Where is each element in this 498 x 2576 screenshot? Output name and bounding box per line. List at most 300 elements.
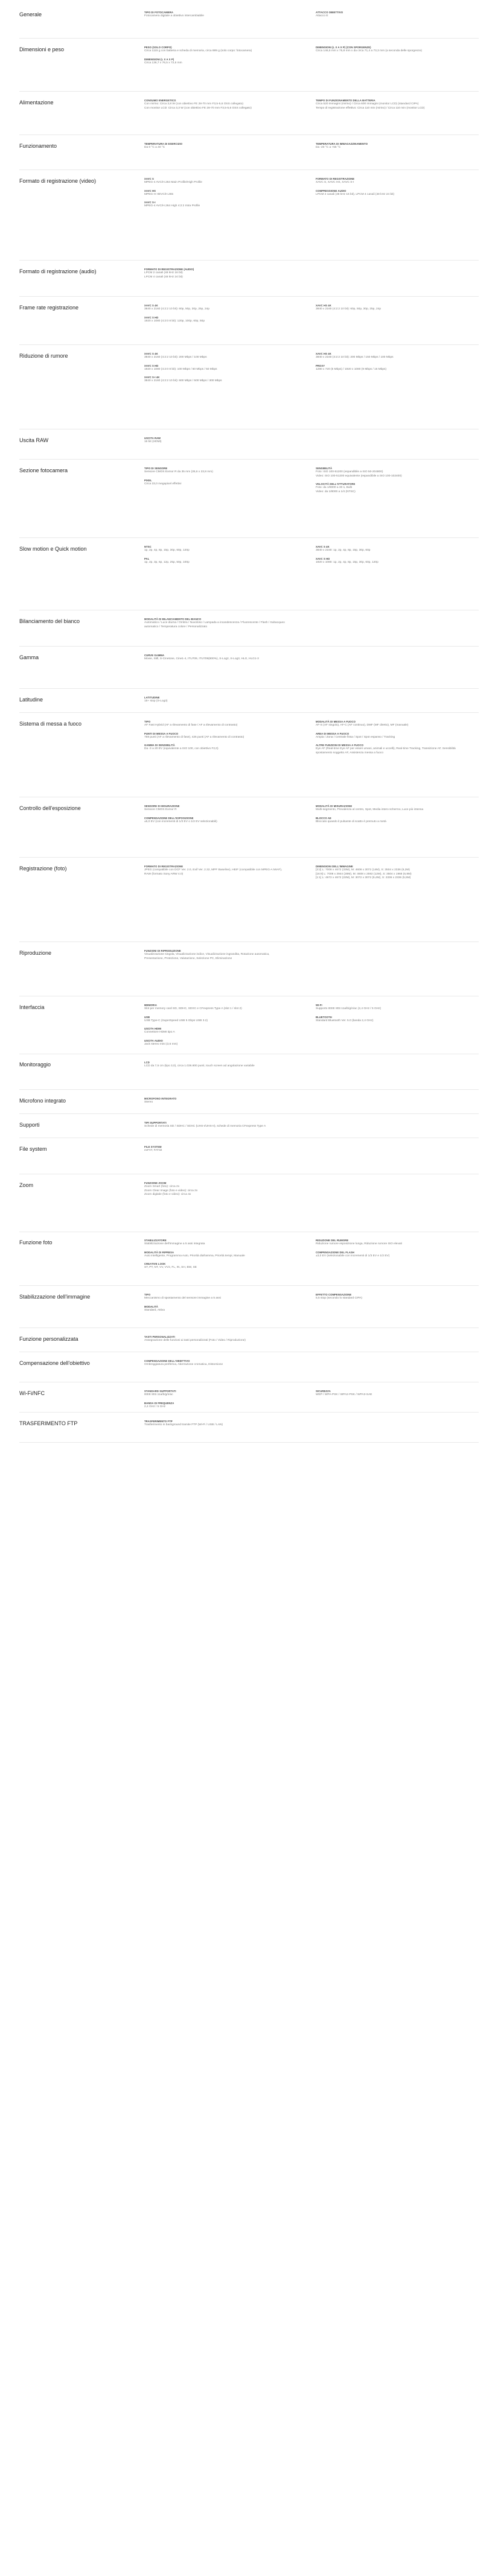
spec-item-value: Sensore CMOS Exmor R da 35 mm (35,6 x 23,8 mm): [144, 470, 213, 473]
spec-item-label: MODALITÀ DI RIPRESA: [144, 1250, 174, 1254]
spec-item: [144, 557, 289, 565]
spec-item: [144, 865, 289, 876]
spec-item-label: TIPO: [144, 720, 151, 723]
spec-column-left: [144, 268, 289, 283]
spec-item: [144, 720, 289, 728]
row-divider: [19, 857, 479, 858]
spec-item-label: PROXY: [316, 364, 325, 367]
row-divider: [19, 169, 479, 170]
spec-item-label: XAVC S 4K: [144, 352, 158, 355]
spec-item-value: Jack stereo mini (3,5 mm): [144, 1042, 178, 1046]
spec-item: [144, 58, 289, 66]
spec-item-value: Meccanismo di spostamento del sensore immagine a 5 assi: [144, 1297, 221, 1300]
spec-row: [19, 543, 479, 610]
spec-item-value: Circa 146,5 mm x 75,8 mm x da circa 71,4 a 73,3 mm (a seconda delle sporgenze): [316, 49, 422, 52]
spec-item-label: STANDARD SUPPORTATI: [144, 1390, 176, 1393]
spec-row: [19, 434, 479, 460]
spec-item: [316, 1016, 461, 1024]
spec-item-value: MPEG-4 AVC/H.264 High 4:2:2 Intra Profile: [144, 204, 200, 208]
spec-item: [316, 483, 461, 494]
spec-item-value: AF-S (AF singolo), AF-C (AF continuo), DMF (MF diretto), MF (manuale): [316, 724, 409, 727]
spec-item-value: MPEG-4 AVC/H.264 Main Profile/High Profile: [144, 181, 202, 184]
spec-item: [144, 817, 289, 824]
spec-item-label: WI-FI: [316, 1004, 322, 1007]
spec-item-value: Trasferimento in background tramite FTP (Wi-Fi / USB / LAN): [144, 1423, 223, 1426]
spec-column-right: [316, 352, 461, 376]
spec-item-label: BLOCCO AE: [316, 816, 331, 820]
spec-item-value: ±3,0 EV (selezionabile con incrementi di 1/3 EV e 1/2 EV): [316, 1254, 390, 1258]
spec-row-title: Latitudine: [19, 697, 43, 703]
spec-item-value: Movie, Still, S-Cinetone, Cine1-4, ITU709, ITU709(800%), S-Log2, S-Log3, HLG, HLG1-3: [144, 657, 259, 660]
spec-item-label: PAL: [144, 557, 150, 560]
spec-item: [144, 1251, 289, 1259]
row-divider: [19, 1442, 479, 1443]
spec-item-value: Fotocamera digitale a obiettivo intercambiabile: [144, 14, 204, 17]
spec-item-label: ATTACCO OBIETTIVO: [316, 11, 343, 14]
spec-item-value: Connettore HDMI tipo A: [144, 1031, 175, 1034]
spec-item-value: Ampia / Zona / Centrale fissa / Spot / Spot espanso / Tracking: [316, 735, 395, 739]
row-divider: [19, 537, 479, 538]
spec-item-value: IEEE 802.11a/b/g/n/ac: [144, 1393, 173, 1396]
spec-row: [19, 43, 479, 92]
spec-item-value: Da 0 °C a 40 °C: [144, 146, 165, 149]
spec-item-label: MODALITÀ DI MESSA A FUOCO: [316, 720, 356, 723]
spec-item: [316, 805, 461, 812]
spec-item: [144, 467, 289, 475]
spec-item-label: CONSUMO ENERGETICO: [144, 99, 176, 102]
spec-item-value: Multi-segmento, Prevalenza al centro, Spot, Media intero schermo, Luce più intensa: [316, 808, 424, 811]
spec-item: [144, 1239, 289, 1247]
spec-item-label: SICUREZZA: [316, 1390, 331, 1393]
spec-row-title: Funzionamento: [19, 143, 57, 149]
spec-item-value: 3840 x 2160 (4:2:2 10 bit): 200 Mbps / 100 Mbps: [144, 356, 207, 359]
spec-item: [144, 479, 289, 487]
spec-item: [144, 46, 289, 54]
spec-item-label: TIPO DI SENSORE: [144, 467, 168, 470]
spec-item: [144, 1121, 289, 1129]
spec-row: [19, 1001, 479, 1054]
spec-item: [316, 467, 461, 478]
spec-item: [144, 364, 289, 372]
spec-item: [316, 1390, 461, 1397]
spec-row-title: Sezione fotocamera: [19, 467, 68, 473]
spec-item-label: CREATIVE LOOK: [144, 1262, 166, 1266]
spec-row: [19, 1119, 479, 1138]
spec-column-right: [316, 865, 461, 885]
spec-column-right: [316, 1239, 461, 1262]
spec-column-left: [144, 720, 289, 756]
spec-item: [316, 142, 461, 150]
spec-column-left: [144, 949, 289, 965]
spec-column-left: [144, 11, 289, 23]
spec-column-left: [144, 865, 289, 881]
spec-item-label: SENSORE DI MISURAZIONE: [144, 805, 180, 808]
spec-item-label: BANDA DI FREQUENZA: [144, 1401, 174, 1405]
spec-item: [144, 1182, 289, 1197]
spec-column-right: [316, 1390, 461, 1402]
spec-item-value: Sensore CMOS Exmor R: [144, 808, 177, 811]
spec-item-value: ST, PT, NT, VV, VV2, FL, IN, SH, BW, SE: [144, 1266, 197, 1270]
row-divider: [19, 91, 479, 92]
spec-item: [316, 732, 461, 740]
spec-row-title: Bilanciamento del bianco: [19, 618, 80, 624]
spec-item-value: AF Fast Hybrid (AF a rilevamento di fase / AF a rilevamento di contrasto): [144, 724, 238, 727]
spec-item-label: MODALITÀ DI BILANCIAMENTO DEL BIANCO: [144, 618, 202, 621]
spec-row-title: Controllo dell'esposizione: [19, 805, 81, 811]
spec-item-value: 3840 x 2160: 1p, 2p, 4p, 8p, 15p, 30p, 60p: [316, 549, 371, 552]
spec-item-label: MEMORIA: [144, 1004, 157, 1007]
spec-item-label: COMPRESSIONE AUDIO: [316, 189, 346, 192]
spec-row: [19, 615, 479, 647]
spec-column-right: [316, 46, 461, 58]
spec-item: [144, 1359, 289, 1367]
spec-item-value: MPEG-H HEVC/H.265: [144, 192, 173, 196]
spec-item-label: XAVC S 4K: [144, 304, 158, 307]
spec-item-value: 3840 x 2160 (4:2:2 10 bit): 60p, 50p, 30p, 25p, 24p: [316, 308, 381, 311]
row-divider: [19, 941, 479, 942]
spec-item-label: COMPENSAZIONE DELL'ESPOSIZIONE: [144, 816, 194, 820]
spec-column-left: [144, 352, 289, 388]
spec-column-right: [316, 177, 461, 201]
spec-item: [316, 99, 461, 110]
spec-row-title: Generale: [19, 11, 42, 17]
spec-row-title: Dimensioni e peso: [19, 46, 65, 52]
spec-row: [19, 175, 479, 261]
spec-item: [144, 1262, 289, 1270]
spec-item-value: Stereo: [144, 1101, 153, 1104]
spec-column-left: [144, 1121, 289, 1133]
spec-item-value: Slot per memory card SD, SDHC, SDXC e CFexpress Type A (slot 1 / slot 2): [144, 1007, 242, 1010]
spec-item: [316, 352, 461, 360]
spec-item: [316, 189, 461, 197]
spec-item-value: Ombreggiatura periferica, Aberrazione cromatica, Distorsione: [144, 1363, 223, 1366]
spec-row-title: Alimentazione: [19, 100, 54, 106]
spec-item-label: FILE SYSTEM: [144, 1145, 162, 1148]
row-divider: [19, 459, 479, 460]
spec-item-value: Bloccato quando il pulsante di scatto è premuto a metà: [316, 820, 386, 823]
spec-row: [19, 1143, 479, 1174]
spec-item-label: USCITA RAW: [144, 437, 161, 440]
spec-item: [144, 376, 289, 384]
spec-item: [316, 557, 461, 565]
spec-item: [144, 618, 289, 629]
row-divider: [19, 260, 479, 261]
spec-item-value: ±5,0 EV (con incrementi di 1/3 EV o 1/2 EV selezionabili): [144, 820, 217, 823]
spec-item: [144, 732, 289, 740]
spec-item: [144, 304, 289, 312]
spec-item: [144, 268, 289, 279]
spec-item-label: FORMATO DI REGISTRAZIONE: [316, 177, 355, 180]
spec-item-label: XAVC HS 4K: [316, 352, 331, 355]
spec-item-label: XAVC S-I: [144, 201, 156, 204]
spec-item-label: TEMPERATURA DI ESERCIZIO: [144, 142, 183, 145]
spec-item-value: XAVC S, XAVC HS, XAVC S-I: [316, 181, 354, 184]
spec-column-right: [316, 805, 461, 828]
spec-item-label: DIMENSIONI (L X A X P): [144, 57, 174, 61]
spec-item-label: USCITA HDMI: [144, 1027, 162, 1031]
spec-row: [19, 140, 479, 170]
row-divider: [19, 344, 479, 345]
spec-row-title: Wi-Fi/NFC: [19, 1390, 45, 1396]
spec-item-label: VELOCITÀ DELL'OTTURATORE: [316, 483, 356, 486]
spec-item-value: LPCM 2 canali (48 kHz 16 bit), LPCM 4 canali (48 kHz 24 bit): [316, 192, 395, 196]
spec-item-value: LCD da 7,5 cm (tipo 3,0), circa 1.036.800 punti, touch screen ad angolazione variabile: [144, 1065, 255, 1068]
spec-row-title: Formato di registrazione (audio): [19, 268, 97, 274]
spec-row: [19, 97, 479, 135]
spec-column-left: [144, 99, 289, 115]
spec-item: [144, 1420, 289, 1428]
spec-row: [19, 1179, 479, 1232]
spec-item-label: AREA DI MESSA A FUOCO: [316, 732, 350, 735]
spec-item-label: FORMATO DI REGISTRAZIONE: [144, 865, 184, 868]
spec-column-left: [144, 437, 289, 449]
spec-item-value: Supporto IEEE 802.11a/b/g/n/ac (2,4 GHz / 5 GHz): [316, 1007, 381, 1010]
spec-item-label: XAVC S HD: [144, 315, 159, 319]
spec-item-value: WEP / WPA-PSK / WPA2-PSK / WPA3-SAE: [316, 1393, 372, 1396]
spec-item-label: NTSC: [144, 545, 152, 548]
spec-column-left: [144, 696, 289, 708]
spec-item: [144, 201, 289, 209]
spec-row-title: Gamma: [19, 654, 39, 660]
spec-row: [19, 8, 479, 39]
spec-column-right: [316, 467, 461, 498]
spec-item-value: 1p, 2p, 4p, 8p, 15p, 30p, 60p, 120p: [144, 549, 190, 552]
spec-item-label: XAVC S HD: [144, 364, 159, 367]
spec-row-title: Riproduzione: [19, 950, 52, 956]
spec-item: [316, 865, 461, 881]
spec-item-value: Automatico / Luce diurna / Ombra / Nuvoloso / Lampada a incandescenza / Fluorescente / Flash / Subacqueo automatico / Temperatura colore / Personalizzato: [144, 621, 285, 628]
spec-row: [19, 651, 479, 689]
spec-item-label: USCITA AUDIO: [144, 1039, 163, 1042]
spec-row-title: Microfono integrato: [19, 1098, 66, 1104]
spec-item-value: 1p, 2p, 3p, 6p, 12p, 25p, 50p, 100p: [144, 560, 190, 564]
spec-item: [144, 744, 289, 752]
spec-item: [316, 1293, 461, 1301]
row-divider: [19, 1412, 479, 1413]
spec-item-value: Foto: da 1/8000 a 30 s, Bulb Video: da 1/8000 a 1/4 (NTSC): [316, 486, 356, 493]
spec-item-value: 1920 x 1080 (4:2:0 8 bit): 120p, 100p, 60p, 50p: [144, 319, 205, 323]
spec-item-label: CURVE GAMMA: [144, 654, 165, 657]
spec-item-value: [3:2] L: 7008 x 4672 (33M), M: 4608 x 3072 (14M), S: 3504 x 2336 (8,2M) [16:9] L: 7008 x 3944 (28M), M: 4608 x 2592 (12M), S: 3504 x 1968 (6,9M) [1:1] L: 4672 x 4672 (22M), M: 3072 x 3072 (9,4M), S: 2336 x 2336 (5,5M): [316, 869, 412, 880]
spec-column-right: [316, 99, 461, 115]
spec-item: [144, 177, 289, 185]
spec-item: [144, 1097, 289, 1105]
spec-item: [316, 1239, 461, 1247]
row-divider: [19, 688, 479, 689]
spec-item-value: 3840 x 2160 (4:2:2 10 bit): 60p, 50p, 30p, 25p, 24p: [144, 308, 210, 311]
spec-item: [316, 720, 461, 728]
spec-item-value: Foto: ISO 100-51200 (espandibile a ISO 50-204800) Video: ISO 100-51200 equivalente (espandibile a ISO 100-102400): [316, 470, 402, 478]
spec-column-left: [144, 1335, 289, 1347]
spec-item-label: XAVC HS: [144, 189, 156, 192]
spec-item-value: 16 bit (HDMI): [144, 440, 162, 443]
spec-column-left: [144, 177, 289, 213]
spec-row-title: Formato di registrazione (video): [19, 178, 97, 184]
spec-row-title: Funzione personalizzata: [19, 1336, 78, 1342]
spec-column-left: [144, 304, 289, 328]
spec-column-left: [144, 1239, 289, 1274]
spec-item-value: 15+ stop (S-Log3): [144, 700, 168, 703]
spec-column-right: [316, 11, 461, 23]
spec-item-value: 5,5 stop (secondo lo standard CIPA): [316, 1297, 362, 1300]
spec-column-left: [144, 1097, 289, 1109]
spec-item: [144, 545, 289, 553]
spec-row-title: Frame rate registrazione: [19, 305, 79, 311]
spec-item-value: 2,4 GHz / 5 GHz: [144, 1405, 166, 1408]
spec-item-label: XAVC S HD: [316, 557, 330, 560]
spec-item: [316, 46, 461, 54]
spec-item-value: Da -3 a 20 EV (equivalente a ISO 100, con obiettivo F2,0): [144, 747, 219, 751]
spec-item-value: Assegnazione delle funzioni ai tasti personalizzati (Foto / Video / Riproduzione): [144, 1339, 246, 1342]
spec-item-label: BLUETOOTH: [316, 1015, 332, 1019]
spec-column-left: [144, 618, 289, 633]
spec-row: [19, 802, 479, 858]
spec-column-right: [316, 142, 461, 154]
spec-row: [19, 1417, 479, 1443]
spec-item-value: Circa 520 immagini (mirino) / Circa 600 immagini (monitor LCD) (standard CIPA) Tempo di registrazione effettivo: Circa 110 min (mirino) / Circa 110 min (monitor LCD): [316, 103, 425, 110]
spec-item-value: Eye AF (Real-time Eye AF per esseri umani, animali e uccelli), Real-time Tracking, Transizione AF, Sensibilità spostamento soggetto AF, Assistenza messa a fuoco: [316, 747, 456, 755]
spec-item-label: TIPO: [144, 1293, 151, 1296]
spec-row-title: Zoom: [19, 1182, 34, 1188]
spec-item-label: EFFETTO COMPENSAZIONE: [316, 1293, 352, 1296]
spec-item: [144, 189, 289, 197]
spec-row: [19, 302, 479, 345]
spec-item-label: TEMPO DI FUNZIONAMENTO DELLA BATTERIA: [316, 99, 375, 102]
spec-item-value: LPCM 2 canali (48 kHz 16 bit) LPCM 4 canali (48 kHz 24 bit): [144, 271, 183, 279]
spec-column-left: [144, 1359, 289, 1372]
spec-column-left: [144, 654, 289, 666]
spec-item: [144, 1016, 289, 1024]
spec-row-title: TRASFERIMENTO FTP: [19, 1420, 78, 1426]
spec-row-title: Uscita RAW: [19, 437, 49, 443]
spec-item: [144, 696, 289, 704]
spec-item: [144, 805, 289, 812]
spec-row-title: Interfaccia: [19, 1004, 45, 1010]
spec-column-left: [144, 1182, 289, 1201]
spec-item-value: Visualizzazione singola, Visualizzazione indice, Visualizzazione ingrandita, Rotazione automatica, Presentazione, Protezione, Valutazione, Selezione PC, Eliminazione: [144, 953, 270, 960]
spec-item: [144, 1027, 289, 1035]
spec-column-right: [316, 304, 461, 316]
spec-item: [316, 744, 461, 755]
spec-row-title: Monitoraggio: [19, 1062, 51, 1068]
row-divider: [19, 38, 479, 39]
spec-item-value: USB Type-C (SuperSpeed USB 5 Gbps USB 3.2): [144, 1019, 208, 1022]
spec-column-right: [316, 720, 461, 759]
spec-row: [19, 265, 479, 297]
spec-row-title: Supporti: [19, 1122, 40, 1128]
spec-column-left: [144, 1061, 289, 1073]
spec-item-label: XAVC S: [144, 177, 154, 180]
row-divider: [19, 134, 479, 135]
row-divider: [19, 1113, 479, 1114]
spec-column-left: [144, 1004, 289, 1051]
spec-column-left: [144, 46, 289, 69]
spec-item-label: FUNZIONI DI RIPRODUZIONE: [144, 949, 181, 952]
spec-row-title: Sistema di messa a fuoco: [19, 721, 82, 727]
row-divider: [19, 1285, 479, 1286]
spec-item-label: DIMENSIONI (L X A X P) (CON SPORGENZE): [316, 46, 371, 49]
spec-item: [144, 949, 289, 961]
spec-item-label: TIPI SUPPORTATI: [144, 1121, 167, 1124]
spec-row: [19, 862, 479, 942]
spec-item: [144, 1061, 289, 1069]
spec-item-label: LATITUDINE: [144, 696, 160, 699]
spec-column-left: [144, 805, 289, 828]
spec-item-label: XAVC S 4K: [316, 545, 330, 548]
spec-item: [144, 1004, 289, 1011]
spec-column-left: [144, 545, 289, 569]
spec-item-label: COMPENSAZIONE DELL'OBIETTIVO: [144, 1359, 190, 1362]
spec-item: [316, 545, 461, 553]
spec-item-label: STABILIZZATORE: [144, 1239, 167, 1242]
spec-row: [19, 1236, 479, 1286]
spec-item-label: COMPENSAZIONE DEL FLASH: [316, 1250, 354, 1254]
spec-item-value: Standard Bluetooth Ver. 5.0 (banda 2,4 GHz): [316, 1019, 374, 1022]
row-divider: [19, 712, 479, 713]
spec-item: [144, 1039, 289, 1047]
spec-row-title: Slow motion e Quick motion: [19, 546, 87, 552]
spec-item-label: XAVC HS 4K: [316, 304, 331, 307]
spec-item-label: SENSIBILITÀ: [316, 467, 333, 470]
spec-item-label: FORMATO DI REGISTRAZIONE (AUDIO): [144, 268, 194, 271]
spec-row: [19, 1387, 479, 1413]
row-divider: [19, 1089, 479, 1090]
spec-item: [316, 1004, 461, 1011]
spec-item: [316, 817, 461, 824]
row-divider: [19, 296, 479, 297]
spec-column-right: [316, 545, 461, 569]
spec-item-value: Circa 136,7 x 76,5 x 72,6 mm: [144, 61, 182, 65]
spec-item-value: Con mirino: Circa 3,8 W (con obiettivo FE 28-70 mm F3,5-5,6 OSS collegato) Con monitor LCD: Circa 3,3 W (con obiettivo FE 28-70 mm F3,5-5,6 OSS collegato): [144, 103, 252, 110]
spec-item-value: JPEG (compatibile con DCF Ver. 2.0, Exif Ver. 2.32, MPF Baseline), HEIF (compatibile con MPEG-A MIAF), RAW (formato Sony ARW 4.0): [144, 869, 283, 876]
spec-item-label: GAMMA DI SENSIBILITÀ: [144, 744, 175, 747]
spec-item: [316, 177, 461, 185]
spec-item-label: MODALITÀ DI MISURAZIONE: [316, 805, 353, 808]
spec-item-value: Standard, Attiva: [144, 1308, 165, 1312]
spec-item: [316, 1251, 461, 1259]
spec-column-left: [144, 1390, 289, 1413]
spec-row: [19, 947, 479, 996]
spec-row-title: Compensazione dell'obiettivo: [19, 1360, 90, 1366]
spec-column-left: [144, 1420, 289, 1432]
spec-item-label: PUNTI DI MESSA A FUOCO: [144, 732, 179, 735]
spec-item-label: RIDUZIONE DEL RUMORE: [316, 1239, 349, 1242]
spec-item: [144, 352, 289, 360]
spec-column-left: [144, 1145, 289, 1157]
spec-item-value: Circa 1115 g con batteria e scheda di memoria, circa 889 g (solo corpo: fotocamera): [144, 49, 252, 52]
spec-item-value: 3840 x 2160 (4:2:2 10 bit): 200 Mbps / 150 Mbps / 100 Mbps: [316, 356, 394, 359]
spec-item-value: exFAT, FAT32: [144, 1149, 162, 1152]
spec-item-value: Auto intelligente, Programma Auto, Priorità diaframma, Priorità tempi, Manuale: [144, 1254, 245, 1258]
spec-item: [144, 99, 289, 110]
spec-item: [316, 364, 461, 372]
spec-row: [19, 464, 479, 538]
spec-row: [19, 718, 479, 797]
spec-item-label: TASTI PERSONALIZZATI: [144, 1335, 175, 1338]
spec-item-value: 759 punti (AF a rilevamento di fase), 425 punti (AF a rilevamento di contrasto): [144, 735, 244, 739]
spec-item-value: Zoom Smart (foto): circa 2x Zoom Clear Image (foto e video): circa 2x Zoom digitale (foto e video): circa 4x: [144, 1185, 198, 1197]
spec-column-right: [316, 1293, 461, 1305]
spec-row: [19, 1095, 479, 1114]
spec-item-label: ALTRE FUNZIONI DI MESSA A FUOCO: [316, 744, 364, 747]
spec-item-label: LCD: [144, 1061, 150, 1064]
spec-item: [144, 1402, 289, 1410]
spec-item-label: FUNZIONE ZOOM: [144, 1182, 167, 1185]
spec-item-label: XAVC S-I 4K: [144, 376, 160, 379]
spec-row-title: Registrazione (foto): [19, 866, 67, 872]
spec-item-label: TEMPERATURA DI IMMAGAZZINAMENTO: [316, 142, 368, 145]
spec-item: [144, 1145, 289, 1153]
